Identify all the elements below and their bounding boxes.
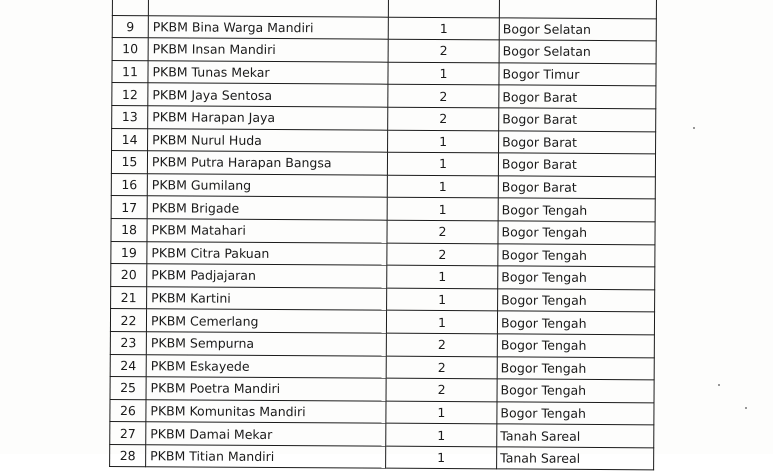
quantity-cell: 2 (388, 107, 499, 130)
quantity-cell: 1 (386, 310, 497, 333)
quantity-cell: 1 (387, 265, 498, 288)
institution-name-cell: PKBM Jaya Sentosa (148, 83, 388, 107)
district-cell: Bogor Barat (499, 108, 656, 132)
row-number-cell: 18 (111, 218, 147, 241)
quantity-cell: 1 (388, 62, 499, 85)
institution-name-cell: PKBM Eskayede (146, 354, 386, 378)
quantity-cell: 2 (386, 356, 497, 379)
district-cell: Bogor Tengah (498, 289, 655, 313)
institution-name-cell: PKBM Cemerlang (146, 309, 386, 333)
institution-name-cell: PKBM Gumilang (147, 173, 387, 197)
quantity-cell: 1 (387, 152, 498, 175)
institution-name-cell: PKBM Kartini (147, 286, 387, 310)
table-row (110, 331, 654, 357)
institution-name-cell: PKBM Titian Mandiri (146, 445, 386, 469)
institution-name-cell: PKBM Insan Mandiri (148, 38, 388, 62)
institution-name-cell: PKBM Bina Warga Mandiri (148, 15, 388, 39)
quantity-cell: 1 (387, 198, 498, 221)
quantity-cell: 2 (387, 220, 498, 243)
district-cell: Bogor Barat (498, 153, 655, 177)
district-cell: Bogor Barat (499, 130, 656, 154)
institution-name-cell: PKBM Sempurna (146, 332, 386, 356)
pkbm-table-container (109, 0, 657, 471)
table-row (112, 60, 656, 86)
row-number-cell (112, 0, 148, 15)
table-row (112, 83, 656, 109)
institution-name-cell: PKBM Citra Pakuan (147, 241, 387, 265)
table-row (110, 354, 654, 380)
row-number-cell: 20 (111, 264, 147, 287)
quantity-cell (388, 0, 499, 17)
row-number-cell: 24 (110, 354, 146, 377)
quantity-cell: 2 (386, 333, 497, 356)
row-number-cell: 14 (112, 128, 148, 151)
row-number-cell: 19 (111, 241, 147, 264)
row-number-cell: 11 (112, 60, 148, 83)
row-number-cell: 13 (112, 105, 148, 128)
institution-name-cell: PKBM Damai Mekar (146, 422, 386, 446)
district-cell: Bogor Tengah (497, 356, 654, 380)
district-cell: Tanah Sareal (497, 424, 654, 448)
row-number-cell: 27 (110, 422, 146, 445)
table-row (111, 264, 655, 290)
district-cell: Bogor Selatan (499, 17, 656, 41)
quantity-cell: 2 (386, 378, 497, 401)
table-row (112, 38, 656, 64)
table-row (112, 15, 656, 41)
table-row (111, 151, 655, 177)
institution-name-cell: PKBM Komunitas Mandiri (146, 399, 386, 423)
district-cell: Tanah Sareal (497, 447, 654, 471)
table-row (110, 422, 654, 448)
table-row (112, 105, 656, 131)
row-number-cell: 17 (111, 196, 147, 219)
district-cell: Bogor Tengah (497, 402, 654, 426)
row-number-cell: 12 (112, 83, 148, 106)
row-number-cell: 26 (110, 399, 146, 422)
institution-name-cell: PKBM Putra Harapan Bangsa (147, 151, 387, 175)
institution-name-cell: PKBM Padjajaran (147, 264, 387, 288)
institution-name-cell: PKBM Harapan Jaya (148, 106, 388, 130)
quantity-cell: 2 (387, 243, 498, 266)
institution-name-cell: PKBM Nurul Huda (148, 128, 388, 152)
district-cell: Bogor Barat (498, 176, 655, 200)
table-row (111, 173, 655, 199)
quantity-cell: 1 (388, 17, 499, 40)
quantity-cell: 1 (386, 401, 497, 424)
row-number-cell: 28 (110, 444, 146, 467)
quantity-cell: 2 (388, 39, 499, 62)
institution-name-cell: PKBM Poetra Mandiri (146, 377, 386, 401)
pkbm-table (109, 0, 657, 471)
quantity-cell: 1 (386, 446, 497, 469)
institution-name-cell: PKBM Tunas Mekar (148, 61, 388, 85)
table-row (110, 377, 654, 403)
quantity-cell: 2 (388, 85, 499, 108)
row-number-cell: 22 (110, 309, 146, 332)
table-row (110, 399, 654, 425)
scan-speck (718, 384, 720, 386)
row-number-cell: 15 (111, 151, 147, 174)
quantity-cell: 1 (387, 288, 498, 311)
institution-name-cell: PKBM Matahari (147, 219, 387, 243)
institution-name-cell: PKBM Brigade (147, 196, 387, 220)
quantity-cell: 1 (386, 423, 497, 446)
scan-speck (745, 407, 747, 409)
row-number-cell: 21 (111, 286, 147, 309)
district-cell: Bogor Tengah (498, 243, 655, 267)
quantity-cell: 1 (387, 175, 498, 198)
table-row (111, 241, 655, 267)
institution-name-cell (148, 0, 388, 17)
table-row (111, 196, 655, 222)
district-cell (499, 0, 656, 18)
district-cell: Bogor Barat (499, 85, 656, 109)
district-cell: Bogor Tengah (497, 334, 654, 358)
quantity-cell: 1 (388, 130, 499, 153)
table-row (111, 218, 655, 244)
row-number-cell: 23 (110, 331, 146, 354)
row-number-cell: 16 (111, 173, 147, 196)
district-cell: Bogor Tengah (497, 311, 654, 335)
district-cell: Bogor Timur (499, 63, 656, 87)
row-number-cell: 10 (112, 38, 148, 61)
row-number-cell: 9 (112, 15, 148, 38)
scan-speck (693, 127, 695, 129)
district-cell: Bogor Selatan (499, 40, 656, 64)
district-cell: Bogor Tengah (498, 266, 655, 290)
table-row (112, 128, 656, 154)
table-row (110, 444, 654, 470)
district-cell: Bogor Tengah (498, 221, 655, 245)
district-cell: Bogor Tengah (498, 198, 655, 222)
pkbm-table-body (110, 0, 657, 470)
district-cell: Bogor Tengah (497, 379, 654, 403)
table-row (111, 286, 655, 312)
table-row (110, 309, 654, 335)
row-number-cell: 25 (110, 377, 146, 400)
